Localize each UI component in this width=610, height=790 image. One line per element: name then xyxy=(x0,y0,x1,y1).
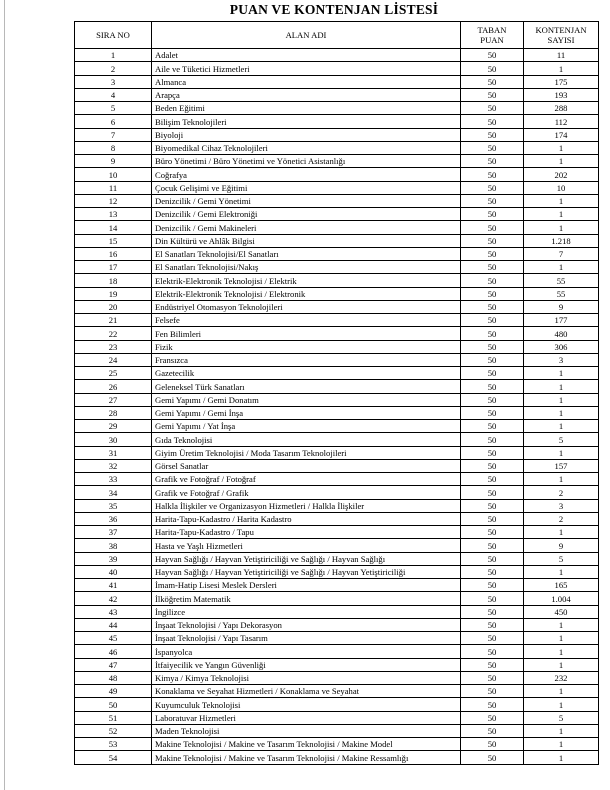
cell-sira-no: 29 xyxy=(75,420,152,433)
cell-alan-adi: Harita-Tapu-Kadastro / Harita Kadastro xyxy=(152,512,461,525)
cell-kontenjan: 1 xyxy=(524,62,599,75)
cell-alan-adi: Maden Teknolojisi xyxy=(152,724,461,737)
header-taban-puan xyxy=(461,22,524,49)
cell-kontenjan: 7 xyxy=(524,247,599,260)
cell-alan-adi: Felsefe xyxy=(152,314,461,327)
table-row xyxy=(75,380,599,393)
cell-kontenjan: 165 xyxy=(524,579,599,592)
cell-taban-puan: 50 xyxy=(461,473,524,486)
cell-sira-no: 54 xyxy=(75,751,152,764)
table-row xyxy=(75,274,599,287)
page-margin-line xyxy=(4,0,5,790)
cell-sira-no: 7 xyxy=(75,128,152,141)
cell-kontenjan: 306 xyxy=(524,340,599,353)
cell-alan-adi: Adalet xyxy=(152,49,461,62)
cell-sira-no: 39 xyxy=(75,552,152,565)
table-row xyxy=(75,393,599,406)
header-alan-adi: ALAN ADI xyxy=(152,22,461,49)
cell-sira-no: 46 xyxy=(75,645,152,658)
cell-taban-puan: 50 xyxy=(461,75,524,88)
cell-taban-puan: 50 xyxy=(461,645,524,658)
cell-alan-adi: Grafik ve Fotoğraf / Grafik xyxy=(152,486,461,499)
cell-sira-no: 24 xyxy=(75,353,152,366)
table-row xyxy=(75,115,599,128)
table-row xyxy=(75,88,599,101)
cell-taban-puan: 50 xyxy=(461,221,524,234)
cell-kontenjan: 5 xyxy=(524,433,599,446)
cell-kontenjan: 1.218 xyxy=(524,234,599,247)
cell-taban-puan: 50 xyxy=(461,685,524,698)
cell-alan-adi: Elektrik-Elektronik Teknolojisi / Elektronik xyxy=(152,287,461,300)
table-row xyxy=(75,128,599,141)
cell-alan-adi: İspanyolca xyxy=(152,645,461,658)
table-row xyxy=(75,751,599,764)
cell-kontenjan: 1 xyxy=(524,221,599,234)
table-row xyxy=(75,102,599,115)
cell-kontenjan: 1 xyxy=(524,618,599,631)
cell-sira-no: 10 xyxy=(75,168,152,181)
cell-alan-adi: Makine Teknolojisi / Makine ve Tasarım Teknolojisi / Makine Model xyxy=(152,738,461,751)
cell-kontenjan: 9 xyxy=(524,300,599,313)
table-row xyxy=(75,300,599,313)
cell-kontenjan: 3 xyxy=(524,499,599,512)
cell-alan-adi: Denizcilik / Gemi Elektroniği xyxy=(152,208,461,221)
cell-taban-puan: 50 xyxy=(461,261,524,274)
cell-sira-no: 5 xyxy=(75,102,152,115)
cell-sira-no: 25 xyxy=(75,367,152,380)
cell-sira-no: 16 xyxy=(75,247,152,260)
cell-taban-puan: 50 xyxy=(461,115,524,128)
cell-taban-puan: 50 xyxy=(461,459,524,472)
cell-alan-adi: Beden Eğitimi xyxy=(152,102,461,115)
cell-alan-adi: El Sanatları Teknolojisi/El Sanatları xyxy=(152,247,461,260)
cell-taban-puan: 50 xyxy=(461,446,524,459)
table-row xyxy=(75,340,599,353)
cell-taban-puan: 50 xyxy=(461,526,524,539)
cell-taban-puan: 50 xyxy=(461,632,524,645)
cell-alan-adi: İngilizce xyxy=(152,605,461,618)
cell-kontenjan: 288 xyxy=(524,102,599,115)
cell-taban-puan: 50 xyxy=(461,420,524,433)
cell-alan-adi: Konaklama ve Seyahat Hizmetleri / Konaklama ve Seyahat xyxy=(152,685,461,698)
cell-taban-puan: 50 xyxy=(461,539,524,552)
cell-taban-puan: 50 xyxy=(461,592,524,605)
cell-alan-adi: Geleneksel Türk Sanatları xyxy=(152,380,461,393)
cell-taban-puan: 50 xyxy=(461,711,524,724)
table-row xyxy=(75,698,599,711)
cell-kontenjan: 112 xyxy=(524,115,599,128)
cell-sira-no: 12 xyxy=(75,194,152,207)
table-row xyxy=(75,565,599,578)
cell-kontenjan: 157 xyxy=(524,459,599,472)
cell-kontenjan: 2 xyxy=(524,512,599,525)
cell-sira-no: 44 xyxy=(75,618,152,631)
cell-sira-no: 47 xyxy=(75,658,152,671)
cell-taban-puan: 50 xyxy=(461,194,524,207)
cell-kontenjan: 480 xyxy=(524,327,599,340)
cell-alan-adi: Hayvan Sağlığı / Hayvan Yetiştiriciliği ve Sağlığı / Hayvan Sağlığı xyxy=(152,552,461,565)
cell-kontenjan: 2 xyxy=(524,486,599,499)
table-row xyxy=(75,685,599,698)
table-row xyxy=(75,724,599,737)
cell-kontenjan: 1 xyxy=(524,526,599,539)
cell-sira-no: 23 xyxy=(75,340,152,353)
cell-taban-puan: 50 xyxy=(461,406,524,419)
table-row xyxy=(75,433,599,446)
table-row xyxy=(75,618,599,631)
cell-taban-puan: 50 xyxy=(461,314,524,327)
cell-sira-no: 22 xyxy=(75,327,152,340)
cell-taban-puan: 50 xyxy=(461,698,524,711)
cell-sira-no: 43 xyxy=(75,605,152,618)
cell-taban-puan: 50 xyxy=(461,62,524,75)
cell-alan-adi: Halkla İlişkiler ve Organizasyon Hizmetleri / Halkla İlişkiler xyxy=(152,499,461,512)
table-row xyxy=(75,406,599,419)
cell-alan-adi: Din Kültürü ve Ahlâk Bilgisi xyxy=(152,234,461,247)
cell-sira-no: 35 xyxy=(75,499,152,512)
table-row xyxy=(75,658,599,671)
table-row xyxy=(75,526,599,539)
table-row xyxy=(75,579,599,592)
cell-alan-adi: Arapça xyxy=(152,88,461,101)
cell-sira-no: 51 xyxy=(75,711,152,724)
cell-taban-puan: 50 xyxy=(461,49,524,62)
cell-alan-adi: İnşaat Teknolojisi / Yapı Tasarım xyxy=(152,632,461,645)
cell-taban-puan: 50 xyxy=(461,579,524,592)
cell-taban-puan: 50 xyxy=(461,327,524,340)
cell-taban-puan: 50 xyxy=(461,88,524,101)
cell-kontenjan: 1 xyxy=(524,632,599,645)
cell-alan-adi: Çocuk Gelişimi ve Eğitimi xyxy=(152,181,461,194)
table-row xyxy=(75,141,599,154)
cell-taban-puan: 50 xyxy=(461,738,524,751)
cell-sira-no: 6 xyxy=(75,115,152,128)
cell-sira-no: 50 xyxy=(75,698,152,711)
cell-kontenjan: 1 xyxy=(524,724,599,737)
cell-alan-adi: Gemi Yapımı / Yat İnşa xyxy=(152,420,461,433)
cell-sira-no: 37 xyxy=(75,526,152,539)
cell-taban-puan: 50 xyxy=(461,102,524,115)
cell-sira-no: 33 xyxy=(75,473,152,486)
cell-kontenjan: 450 xyxy=(524,605,599,618)
cell-alan-adi: Kimya / Kimya Teknolojisi xyxy=(152,671,461,684)
cell-kontenjan: 1 xyxy=(524,658,599,671)
cell-sira-no: 4 xyxy=(75,88,152,101)
table-row xyxy=(75,327,599,340)
cell-kontenjan: 1.004 xyxy=(524,592,599,605)
cell-kontenjan: 193 xyxy=(524,88,599,101)
cell-sira-no: 49 xyxy=(75,685,152,698)
cell-alan-adi: Denizcilik / Gemi Yönetimi xyxy=(152,194,461,207)
table-row xyxy=(75,367,599,380)
cell-kontenjan: 1 xyxy=(524,685,599,698)
cell-kontenjan: 3 xyxy=(524,353,599,366)
cell-alan-adi: Denizcilik / Gemi Makineleri xyxy=(152,221,461,234)
cell-taban-puan: 50 xyxy=(461,499,524,512)
cell-taban-puan: 50 xyxy=(461,353,524,366)
cell-sira-no: 3 xyxy=(75,75,152,88)
cell-alan-adi: Gemi Yapımı / Gemi Donatım xyxy=(152,393,461,406)
cell-sira-no: 26 xyxy=(75,380,152,393)
cell-sira-no: 21 xyxy=(75,314,152,327)
table-row xyxy=(75,512,599,525)
cell-taban-puan: 50 xyxy=(461,724,524,737)
table-row xyxy=(75,645,599,658)
cell-alan-adi: Biyoloji xyxy=(152,128,461,141)
cell-taban-puan: 50 xyxy=(461,155,524,168)
table-row xyxy=(75,194,599,207)
cell-alan-adi: Harita-Tapu-Kadastro / Tapu xyxy=(152,526,461,539)
cell-taban-puan: 50 xyxy=(461,565,524,578)
cell-sira-no: 2 xyxy=(75,62,152,75)
cell-kontenjan: 5 xyxy=(524,711,599,724)
cell-alan-adi: Laboratuvar Hizmetleri xyxy=(152,711,461,724)
table-row xyxy=(75,261,599,274)
cell-kontenjan: 1 xyxy=(524,645,599,658)
header-taban-puan-line1: TABAN xyxy=(477,25,507,35)
cell-taban-puan: 50 xyxy=(461,618,524,631)
cell-kontenjan: 1 xyxy=(524,420,599,433)
table-row xyxy=(75,314,599,327)
table-row xyxy=(75,473,599,486)
cell-kontenjan: 177 xyxy=(524,314,599,327)
cell-alan-adi: Fen Bilimleri xyxy=(152,327,461,340)
cell-sira-no: 14 xyxy=(75,221,152,234)
table-row xyxy=(75,446,599,459)
table-row xyxy=(75,592,599,605)
cell-sira-no: 20 xyxy=(75,300,152,313)
cell-taban-puan: 50 xyxy=(461,367,524,380)
cell-alan-adi: Giyim Üretim Teknolojisi / Moda Tasarım Teknolojileri xyxy=(152,446,461,459)
cell-alan-adi: İnşaat Teknolojisi / Yapı Dekorasyon xyxy=(152,618,461,631)
cell-sira-no: 41 xyxy=(75,579,152,592)
cell-taban-puan: 50 xyxy=(461,380,524,393)
cell-alan-adi: Kuyumculuk Teknolojisi xyxy=(152,698,461,711)
cell-taban-puan: 50 xyxy=(461,393,524,406)
table-row xyxy=(75,287,599,300)
cell-sira-no: 27 xyxy=(75,393,152,406)
cell-alan-adi: Aile ve Tüketici Hizmetleri xyxy=(152,62,461,75)
cell-alan-adi: Hayvan Sağlığı / Hayvan Yetiştiriciliği ve Sağlığı / Hayvan Yetiştiriciliği xyxy=(152,565,461,578)
cell-sira-no: 48 xyxy=(75,671,152,684)
header-kontenjan xyxy=(524,22,599,49)
table-header-row xyxy=(75,22,599,49)
cell-sira-no: 52 xyxy=(75,724,152,737)
cell-taban-puan: 50 xyxy=(461,128,524,141)
table-row xyxy=(75,486,599,499)
cell-sira-no: 30 xyxy=(75,433,152,446)
cell-sira-no: 15 xyxy=(75,234,152,247)
table-row xyxy=(75,234,599,247)
header-taban-puan-line2: PUAN xyxy=(480,35,504,45)
cell-kontenjan: 1 xyxy=(524,565,599,578)
cell-sira-no: 40 xyxy=(75,565,152,578)
cell-kontenjan: 1 xyxy=(524,751,599,764)
table-row xyxy=(75,247,599,260)
cell-alan-adi: Biyomedikal Cihaz Teknolojileri xyxy=(152,141,461,154)
table-row xyxy=(75,459,599,472)
cell-kontenjan: 9 xyxy=(524,539,599,552)
cell-sira-no: 1 xyxy=(75,49,152,62)
table-row xyxy=(75,499,599,512)
cell-alan-adi: Fizik xyxy=(152,340,461,353)
cell-sira-no: 38 xyxy=(75,539,152,552)
cell-kontenjan: 1 xyxy=(524,698,599,711)
cell-alan-adi: İlköğretim Matematik xyxy=(152,592,461,605)
table-row xyxy=(75,552,599,565)
cell-kontenjan: 1 xyxy=(524,141,599,154)
cell-sira-no: 13 xyxy=(75,208,152,221)
cell-kontenjan: 1 xyxy=(524,473,599,486)
table-row xyxy=(75,49,599,62)
cell-alan-adi: Görsel Sanatlar xyxy=(152,459,461,472)
cell-sira-no: 11 xyxy=(75,181,152,194)
cell-sira-no: 34 xyxy=(75,486,152,499)
table-row xyxy=(75,208,599,221)
cell-alan-adi: Bilişim Teknolojileri xyxy=(152,115,461,128)
cell-taban-puan: 50 xyxy=(461,512,524,525)
cell-taban-puan: 50 xyxy=(461,247,524,260)
cell-sira-no: 45 xyxy=(75,632,152,645)
cell-taban-puan: 50 xyxy=(461,433,524,446)
table-row xyxy=(75,738,599,751)
table-row xyxy=(75,539,599,552)
cell-kontenjan: 55 xyxy=(524,287,599,300)
table-row xyxy=(75,155,599,168)
cell-kontenjan: 1 xyxy=(524,406,599,419)
cell-alan-adi: El Sanatları Teknolojisi/Nakış xyxy=(152,261,461,274)
cell-taban-puan: 50 xyxy=(461,287,524,300)
cell-kontenjan: 202 xyxy=(524,168,599,181)
cell-alan-adi: Gazetecilik xyxy=(152,367,461,380)
table-row xyxy=(75,353,599,366)
cell-alan-adi: Hasta ve Yaşlı Hizmetleri xyxy=(152,539,461,552)
table-body xyxy=(75,49,599,765)
cell-taban-puan: 50 xyxy=(461,208,524,221)
cell-taban-puan: 50 xyxy=(461,181,524,194)
score-quota-table xyxy=(74,21,599,765)
cell-sira-no: 28 xyxy=(75,406,152,419)
cell-kontenjan: 232 xyxy=(524,671,599,684)
cell-sira-no: 9 xyxy=(75,155,152,168)
page-title: PUAN VE KONTENJAN LİSTESİ xyxy=(229,2,439,17)
table-row xyxy=(75,221,599,234)
cell-taban-puan: 50 xyxy=(461,658,524,671)
cell-alan-adi: Grafik ve Fotoğraf / Fotoğraf xyxy=(152,473,461,486)
cell-kontenjan: 1 xyxy=(524,393,599,406)
cell-sira-no: 8 xyxy=(75,141,152,154)
cell-taban-puan: 50 xyxy=(461,300,524,313)
table-row xyxy=(75,671,599,684)
table-row xyxy=(75,75,599,88)
cell-taban-puan: 50 xyxy=(461,141,524,154)
cell-kontenjan: 1 xyxy=(524,446,599,459)
cell-alan-adi: Coğrafya xyxy=(152,168,461,181)
cell-alan-adi: Endüstriyel Otomasyon Teknolojileri xyxy=(152,300,461,313)
cell-alan-adi: Gıda Teknolojisi xyxy=(152,433,461,446)
table-row xyxy=(75,605,599,618)
cell-kontenjan: 1 xyxy=(524,155,599,168)
cell-kontenjan: 174 xyxy=(524,128,599,141)
cell-alan-adi: Fransızca xyxy=(152,353,461,366)
cell-taban-puan: 50 xyxy=(461,486,524,499)
cell-sira-no: 18 xyxy=(75,274,152,287)
cell-taban-puan: 50 xyxy=(461,274,524,287)
cell-sira-no: 19 xyxy=(75,287,152,300)
table-row xyxy=(75,711,599,724)
table-row xyxy=(75,168,599,181)
table-row xyxy=(75,420,599,433)
cell-sira-no: 53 xyxy=(75,738,152,751)
cell-taban-puan: 50 xyxy=(461,168,524,181)
cell-sira-no: 17 xyxy=(75,261,152,274)
cell-taban-puan: 50 xyxy=(461,234,524,247)
header-kontenjan-line1: KONTENJAN xyxy=(535,25,587,35)
cell-taban-puan: 50 xyxy=(461,605,524,618)
cell-taban-puan: 50 xyxy=(461,340,524,353)
header-sira-no: SIRA NO xyxy=(75,22,152,49)
cell-kontenjan: 1 xyxy=(524,194,599,207)
cell-kontenjan: 1 xyxy=(524,261,599,274)
cell-alan-adi: Elektrik-Elektronik Teknolojisi / Elektrik xyxy=(152,274,461,287)
cell-taban-puan: 50 xyxy=(461,552,524,565)
cell-kontenjan: 11 xyxy=(524,49,599,62)
cell-kontenjan: 5 xyxy=(524,552,599,565)
table-row xyxy=(75,632,599,645)
cell-alan-adi: Büro Yönetimi / Büro Yönetimi ve Yönetici Asistanlığı xyxy=(152,155,461,168)
cell-sira-no: 36 xyxy=(75,512,152,525)
cell-kontenjan: 1 xyxy=(524,367,599,380)
cell-kontenjan: 1 xyxy=(524,738,599,751)
cell-alan-adi: Almanca xyxy=(152,75,461,88)
cell-taban-puan: 50 xyxy=(461,671,524,684)
cell-kontenjan: 10 xyxy=(524,181,599,194)
cell-kontenjan: 1 xyxy=(524,208,599,221)
cell-alan-adi: İmam-Hatip Lisesi Meslek Dersleri xyxy=(152,579,461,592)
table-row xyxy=(75,181,599,194)
header-kontenjan-line2: SAYISI xyxy=(547,35,575,45)
cell-kontenjan: 1 xyxy=(524,380,599,393)
table-row xyxy=(75,62,599,75)
cell-alan-adi: İtfaiyecilik ve Yangın Güvenliği xyxy=(152,658,461,671)
cell-sira-no: 31 xyxy=(75,446,152,459)
cell-sira-no: 32 xyxy=(75,459,152,472)
cell-taban-puan: 50 xyxy=(461,751,524,764)
cell-sira-no: 42 xyxy=(75,592,152,605)
cell-kontenjan: 55 xyxy=(524,274,599,287)
cell-alan-adi: Makine Teknolojisi / Makine ve Tasarım Teknolojisi / Makine Ressamlığı xyxy=(152,751,461,764)
cell-alan-adi: Gemi Yapımı / Gemi İnşa xyxy=(152,406,461,419)
cell-kontenjan: 175 xyxy=(524,75,599,88)
